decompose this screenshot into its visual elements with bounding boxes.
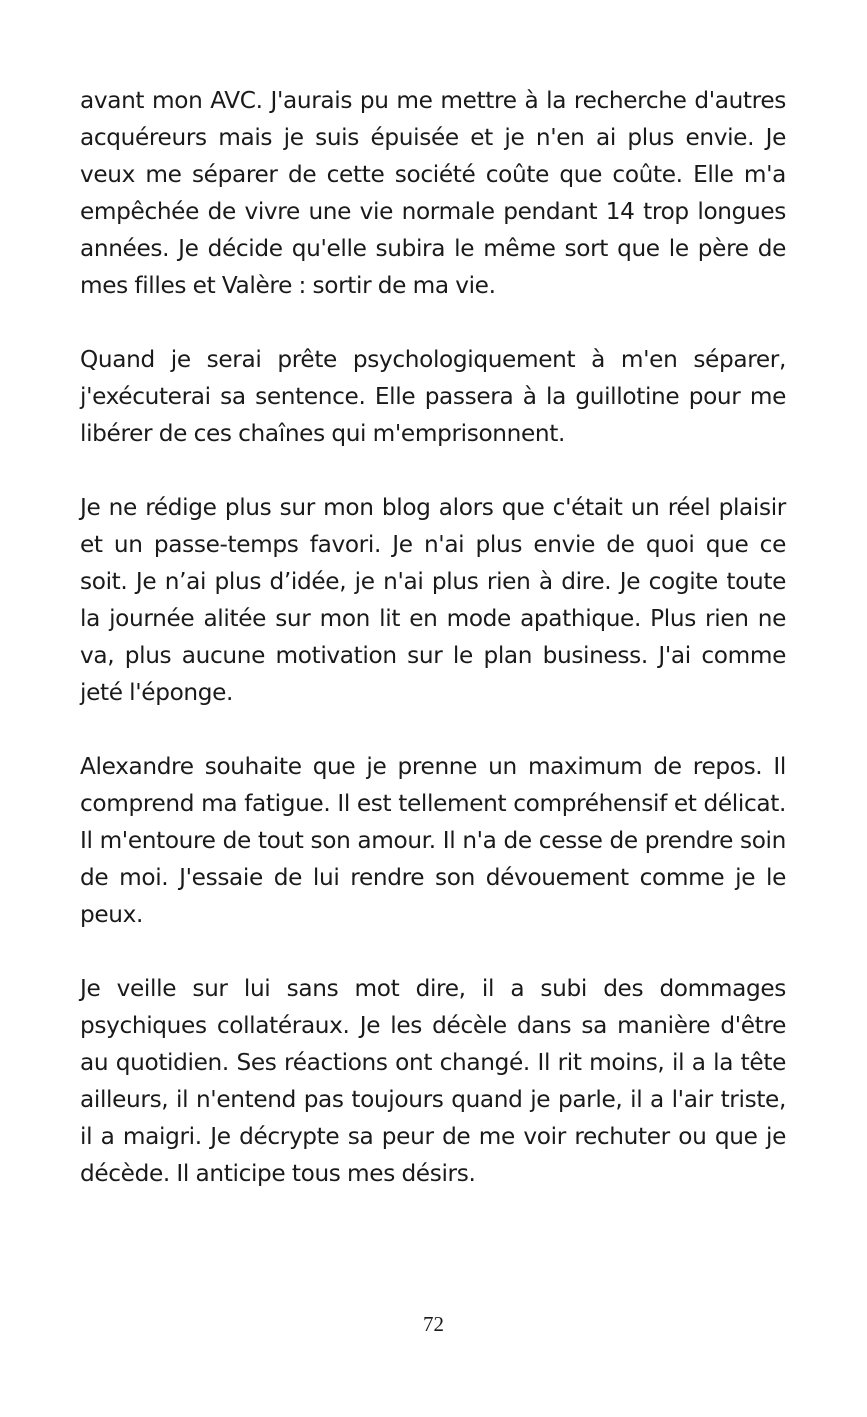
paragraph: Quand je serai prête psychologiquement à m'en séparer, j'exécuterai sa sentence. Elle passera à la guillotine pour me libérer de ces chaînes qui m'emprisonnent. [80, 346, 786, 447]
page-number: 72 [423, 1312, 444, 1336]
paragraph: avant mon AVC. J'aurais pu me mettre à la recherche d'autres acquéreurs mais je suis épuisée et je n'en ai plus envie. Je veux me séparer de cette société coûte que coûte. Elle m'a empêchée de vivre une vie normale pendant 14 trop longues années. Je décide qu'elle subira le même sort que le père de mes filles et Valère : sortir de ma vie. [80, 87, 786, 299]
body-text [80, 82, 786, 1192]
paragraph: Je ne rédige plus sur mon blog alors que c'était un réel plaisir et un passe-temps favori. Je n'ai plus envie de quoi que ce soit. Je n’ai plus d’idée, je n'ai plus rien à dire. Je cogite toute la journée alitée sur mon lit en mode apathique. Plus rien ne va, plus aucune motivation sur le plan business. J'ai comme jeté l'éponge. [80, 494, 786, 706]
paragraph: Je veille sur lui sans mot dire, il a subi des dommages psychiques collatéraux. Je les décèle dans sa manière d'être au quotidien. Ses réactions ont changé. Il rit moins, il a la tête ailleurs, il n'entend pas toujours quand je parle, il a l'air triste, il a maigri. Je décrypte sa peur de me voir rechuter ou que je décède. Il anticipe tous mes désirs. [80, 975, 786, 1187]
paragraph: Alexandre souhaite que je prenne un maximum de repos. Il comprend ma fatigue. Il est tellement compréhensif et délicat. Il m'entoure de tout son amour. Il n'a de cesse de prendre soin de moi. J'essaie de lui rendre son dévouement comme je le peux. [80, 753, 786, 928]
